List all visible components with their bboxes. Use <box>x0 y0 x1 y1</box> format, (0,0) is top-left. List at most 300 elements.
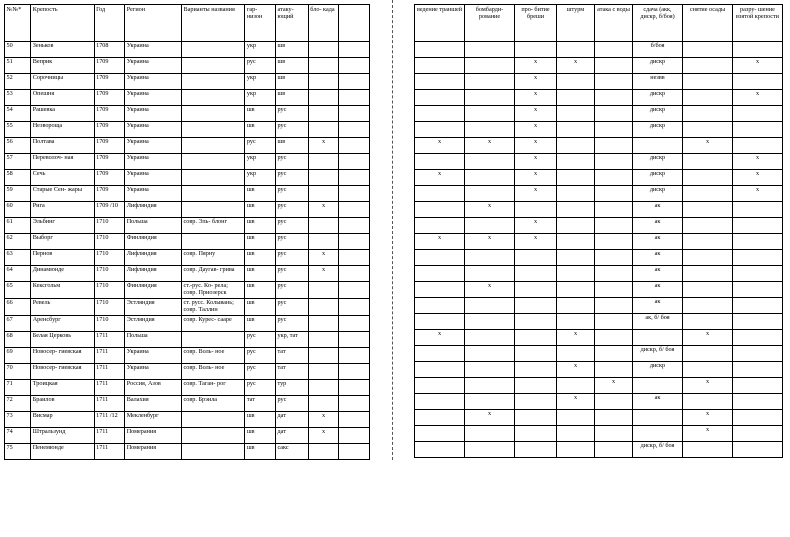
table-cell <box>415 266 465 282</box>
table-cell: дискр <box>633 58 683 74</box>
table-cell: Украина <box>125 347 182 363</box>
table-cell: х <box>515 74 557 90</box>
table-cell: рус <box>245 347 276 363</box>
col-header-extra <box>339 5 370 42</box>
table-cell <box>339 42 370 58</box>
table-cell <box>595 186 633 202</box>
table-cell: Финляндия <box>125 282 182 299</box>
table-cell: х <box>415 170 465 186</box>
table-cell: Висмар <box>31 411 94 427</box>
table-cell: совр. Эль- блонг <box>182 218 245 234</box>
table-cell <box>683 346 733 362</box>
table-cell: Динамюнде <box>31 266 94 282</box>
table-cell: х <box>515 58 557 74</box>
table-row <box>5 411 370 427</box>
table-row <box>5 170 370 186</box>
table-cell <box>733 218 783 234</box>
table-cell <box>415 346 465 362</box>
table-row <box>5 186 370 202</box>
table-cell <box>557 90 595 106</box>
table-cell <box>557 106 595 122</box>
table-cell: укр <box>245 170 276 186</box>
table-cell: ст.-рус. Ко- рела; совр. Приозерск <box>182 282 245 299</box>
table-cell <box>308 186 339 202</box>
table-cell <box>339 154 370 170</box>
table-cell: укр <box>245 74 276 90</box>
table-cell: х <box>515 234 557 250</box>
table-cell <box>308 218 339 234</box>
table-cell <box>182 186 245 202</box>
table-cell <box>415 250 465 266</box>
table-cell: Украина <box>125 138 182 154</box>
right-table-body <box>415 42 783 458</box>
col-header-storm: штурм <box>557 5 595 42</box>
table-row <box>5 106 370 122</box>
table-cell: Лифляндия <box>125 202 182 218</box>
table-row <box>415 186 783 202</box>
table-cell: Опешня <box>31 90 94 106</box>
table-cell <box>182 331 245 347</box>
table-cell: Эстляндия <box>125 298 182 315</box>
table-cell: дискр <box>633 186 683 202</box>
table-cell: тат <box>245 395 276 411</box>
table-cell <box>339 170 370 186</box>
table-cell: Украина <box>125 58 182 74</box>
table-cell <box>683 106 733 122</box>
table-row <box>415 410 783 426</box>
table-cell <box>415 202 465 218</box>
table-cell: Кексгольм <box>31 282 94 299</box>
table-cell: Украина <box>125 122 182 138</box>
table-cell <box>339 218 370 234</box>
table-cell: тат <box>275 363 308 379</box>
col-header-number: №№* <box>5 5 31 42</box>
table-cell: х <box>683 426 733 442</box>
table-cell: 63 <box>5 250 31 266</box>
table-cell <box>733 138 783 154</box>
table-cell: шв <box>245 411 276 427</box>
table-cell: 1709 <box>94 74 125 90</box>
table-cell <box>515 442 557 458</box>
col-header-region: Регион <box>125 5 182 42</box>
fold-divider <box>370 0 414 460</box>
table-cell: х <box>733 170 783 186</box>
col-header-siege-lifted: снятие осады <box>683 5 733 42</box>
table-cell <box>308 379 339 395</box>
table-cell: дискр <box>633 106 683 122</box>
table-cell: 69 <box>5 347 31 363</box>
table-cell: 75 <box>5 443 31 459</box>
table-cell <box>515 394 557 410</box>
table-cell: 1709 <box>94 122 125 138</box>
table-cell <box>683 90 733 106</box>
table-row <box>5 218 370 234</box>
table-cell <box>339 250 370 266</box>
table-cell: ак <box>633 394 683 410</box>
table-cell <box>339 74 370 90</box>
table-cell <box>683 234 733 250</box>
table-cell <box>182 411 245 427</box>
table-cell <box>683 58 733 74</box>
table-cell <box>465 314 515 330</box>
table-cell <box>595 410 633 426</box>
table-row <box>415 170 783 186</box>
table-cell: х <box>515 218 557 234</box>
table-cell <box>595 58 633 74</box>
table-cell <box>557 250 595 266</box>
table-cell: совр. Воль- ное <box>182 347 245 363</box>
col-header-garrison: гар- низон <box>245 5 276 42</box>
table-cell: 70 <box>5 363 31 379</box>
table-cell: рус <box>245 331 276 347</box>
table-cell <box>182 202 245 218</box>
table-cell <box>182 74 245 90</box>
table-cell <box>515 282 557 298</box>
table-cell <box>595 138 633 154</box>
table-cell: Сечь <box>31 170 94 186</box>
table-cell <box>308 90 339 106</box>
table-cell: х <box>733 154 783 170</box>
table-cell <box>339 282 370 299</box>
table-cell <box>465 106 515 122</box>
table-cell: укр <box>245 42 276 58</box>
table-cell <box>733 266 783 282</box>
table-cell <box>557 426 595 442</box>
table-row <box>415 218 783 234</box>
table-cell <box>515 362 557 378</box>
table-cell: шв <box>245 106 276 122</box>
table-cell: 1709 <box>94 138 125 154</box>
table-row <box>415 378 783 394</box>
table-cell: дискр <box>633 154 683 170</box>
table-row <box>5 202 370 218</box>
table-cell <box>465 266 515 282</box>
table-cell: х <box>415 234 465 250</box>
table-cell <box>465 250 515 266</box>
table-cell: рус <box>275 186 308 202</box>
left-table-body <box>5 42 370 460</box>
table-cell <box>415 218 465 234</box>
table-cell: х <box>465 138 515 154</box>
table-cell <box>308 363 339 379</box>
table-cell: Мекленбург <box>125 411 182 427</box>
table-row <box>415 90 783 106</box>
table-row <box>5 282 370 299</box>
table-cell <box>182 234 245 250</box>
col-header-attacker: атаку- ющий <box>275 5 308 42</box>
table-cell: Сорочницы <box>31 74 94 90</box>
table-cell <box>465 330 515 346</box>
table-cell: 61 <box>5 218 31 234</box>
table-cell: совр. Таган- рог <box>182 379 245 395</box>
table-cell: рус <box>275 250 308 266</box>
table-cell <box>557 202 595 218</box>
table-cell <box>557 138 595 154</box>
table-cell <box>308 315 339 331</box>
table-cell: шв <box>245 266 276 282</box>
table-cell: рус <box>275 202 308 218</box>
table-cell <box>557 154 595 170</box>
table-cell <box>415 186 465 202</box>
table-cell: 1709 <box>94 58 125 74</box>
table-row <box>415 154 783 170</box>
col-header-breach: про- битие бреши <box>515 5 557 42</box>
table-cell: х <box>733 58 783 74</box>
right-table-pane <box>414 0 782 458</box>
table-cell: 54 <box>5 106 31 122</box>
table-cell <box>182 427 245 443</box>
table-cell: Пенемюнде <box>31 443 94 459</box>
table-cell <box>182 42 245 58</box>
table-cell: Зеньков <box>31 42 94 58</box>
table-cell <box>415 106 465 122</box>
table-cell: х <box>595 378 633 394</box>
table-cell <box>339 266 370 282</box>
table-cell <box>415 362 465 378</box>
table-cell <box>415 42 465 58</box>
table-cell <box>733 410 783 426</box>
table-cell: Померания <box>125 427 182 443</box>
table-cell <box>415 314 465 330</box>
table-cell <box>515 346 557 362</box>
col-header-water-attack: атака с воды <box>595 5 633 42</box>
table-cell: рус <box>275 218 308 234</box>
table-cell: 62 <box>5 234 31 250</box>
table-cell <box>683 186 733 202</box>
table-cell: шв <box>245 250 276 266</box>
table-cell <box>595 330 633 346</box>
left-header-row <box>5 5 370 42</box>
left-table-head <box>5 5 370 42</box>
table-cell <box>465 378 515 394</box>
table-cell: х <box>733 90 783 106</box>
table-cell <box>339 379 370 395</box>
table-cell: дат <box>275 427 308 443</box>
table-cell: дискр <box>633 90 683 106</box>
table-cell <box>557 234 595 250</box>
table-cell <box>733 426 783 442</box>
table-cell <box>515 314 557 330</box>
col-header-blockade: бло- када <box>308 5 339 42</box>
table-row <box>5 347 370 363</box>
table-cell <box>733 330 783 346</box>
table-cell <box>557 410 595 426</box>
table-cell: рус <box>275 315 308 331</box>
table-cell: рус <box>245 58 276 74</box>
table-cell: х <box>515 122 557 138</box>
table-cell: х <box>415 138 465 154</box>
table-cell <box>465 394 515 410</box>
table-cell: х <box>465 234 515 250</box>
table-cell <box>339 202 370 218</box>
table-cell: Украина <box>125 154 182 170</box>
table-cell: рус <box>245 138 276 154</box>
table-row <box>5 154 370 170</box>
table-cell <box>557 218 595 234</box>
table-cell: совр. Воль- ное <box>182 363 245 379</box>
table-cell: рус <box>275 298 308 315</box>
table-cell <box>595 106 633 122</box>
table-cell <box>308 298 339 315</box>
table-row <box>5 363 370 379</box>
table-row <box>5 90 370 106</box>
table-cell <box>182 443 245 459</box>
table-cell <box>683 122 733 138</box>
table-cell <box>182 154 245 170</box>
table-cell <box>595 122 633 138</box>
table-row <box>5 427 370 443</box>
table-cell: Померания <box>125 443 182 459</box>
table-cell: Валахия <box>125 395 182 411</box>
table-cell <box>595 442 633 458</box>
table-cell: Браилов <box>31 395 94 411</box>
table-cell: х <box>683 378 733 394</box>
table-cell: х <box>465 282 515 298</box>
table-cell: сакс <box>275 443 308 459</box>
table-cell <box>733 362 783 378</box>
table-cell: Эстляндия <box>125 315 182 331</box>
table-cell: совр. Пярну <box>182 250 245 266</box>
table-cell: х <box>515 170 557 186</box>
table-cell <box>465 186 515 202</box>
table-cell: рус <box>275 154 308 170</box>
table-cell <box>733 282 783 298</box>
table-cell <box>308 331 339 347</box>
table-row <box>5 315 370 331</box>
table-cell: 72 <box>5 395 31 411</box>
table-cell <box>683 362 733 378</box>
table-cell: шв <box>245 282 276 299</box>
col-header-destruction: разру- шение взятой крепости <box>733 5 783 42</box>
table-cell <box>595 42 633 58</box>
table-cell <box>339 186 370 202</box>
table-cell: рус <box>275 234 308 250</box>
table-cell: 1711 /12 <box>94 411 125 427</box>
table-cell: рус <box>275 106 308 122</box>
table-cell <box>308 42 339 58</box>
table-cell <box>595 234 633 250</box>
table-cell <box>557 346 595 362</box>
table-cell <box>465 154 515 170</box>
table-row <box>415 346 783 362</box>
table-cell <box>515 250 557 266</box>
table-cell <box>595 154 633 170</box>
table-cell: 71 <box>5 379 31 395</box>
table-cell: 1710 <box>94 266 125 282</box>
table-cell <box>465 298 515 314</box>
table-cell <box>415 378 465 394</box>
table-row <box>5 379 370 395</box>
table-row <box>415 202 783 218</box>
table-cell <box>595 282 633 298</box>
table-cell <box>182 170 245 186</box>
table-cell <box>733 378 783 394</box>
table-row <box>5 250 370 266</box>
table-cell <box>633 330 683 346</box>
table-cell <box>683 250 733 266</box>
table-cell <box>339 315 370 331</box>
table-cell: 1711 <box>94 395 125 411</box>
table-row <box>415 122 783 138</box>
table-cell: 1709 <box>94 154 125 170</box>
table-cell: укр <box>245 154 276 170</box>
table-row <box>415 394 783 410</box>
table-cell: 1709 <box>94 90 125 106</box>
table-cell: шв <box>275 58 308 74</box>
table-row <box>5 298 370 315</box>
table-cell: Ревель <box>31 298 94 315</box>
table-cell <box>415 282 465 298</box>
table-cell <box>465 58 515 74</box>
table-cell <box>595 250 633 266</box>
table-cell <box>557 42 595 58</box>
table-cell: 53 <box>5 90 31 106</box>
table-cell: х <box>683 410 733 426</box>
table-cell: 1711 <box>94 443 125 459</box>
table-row <box>415 234 783 250</box>
table-cell: рус <box>275 282 308 299</box>
table-cell: х <box>557 362 595 378</box>
table-cell: шв <box>245 427 276 443</box>
table-cell <box>515 42 557 58</box>
table-cell <box>339 234 370 250</box>
fortresses-table-right <box>414 4 783 458</box>
table-cell <box>465 74 515 90</box>
table-cell: 1711 <box>94 331 125 347</box>
table-cell: Троицкая <box>31 379 94 395</box>
table-cell: шв <box>275 90 308 106</box>
table-cell: дискр <box>633 362 683 378</box>
table-cell: 65 <box>5 282 31 299</box>
table-cell <box>733 106 783 122</box>
table-row <box>415 250 783 266</box>
table-cell: б/боя <box>633 42 683 58</box>
table-cell <box>733 234 783 250</box>
table-row <box>415 362 783 378</box>
table-cell: 1711 <box>94 363 125 379</box>
table-cell <box>595 202 633 218</box>
table-cell <box>465 122 515 138</box>
table-cell: Старые Сен- жары <box>31 186 94 202</box>
table-cell: х <box>308 427 339 443</box>
table-cell: 1709 <box>94 106 125 122</box>
table-cell: х <box>733 186 783 202</box>
table-cell: Лифляндия <box>125 250 182 266</box>
table-cell: рус <box>275 122 308 138</box>
table-cell: шв <box>245 186 276 202</box>
table-cell: ак <box>633 298 683 314</box>
table-cell <box>557 74 595 90</box>
table-cell: рус <box>275 395 308 411</box>
table-cell <box>683 266 733 282</box>
table-cell: 57 <box>5 154 31 170</box>
table-cell: х <box>308 411 339 427</box>
table-cell: Польша <box>125 218 182 234</box>
table-cell: 58 <box>5 170 31 186</box>
table-row <box>415 282 783 298</box>
col-header-surrender: сдача (акк, дискр, б/боя) <box>633 5 683 42</box>
table-cell: Переволоч- ная <box>31 154 94 170</box>
table-cell <box>339 298 370 315</box>
table-cell: совр. Даугав- грива <box>182 266 245 282</box>
table-cell: совр. Курес- сааре <box>182 315 245 331</box>
table-cell: дискр, б/ боя <box>633 346 683 362</box>
table-cell <box>595 90 633 106</box>
table-row <box>5 234 370 250</box>
table-cell: х <box>308 250 339 266</box>
table-row <box>415 426 783 442</box>
table-cell: Украина <box>125 42 182 58</box>
